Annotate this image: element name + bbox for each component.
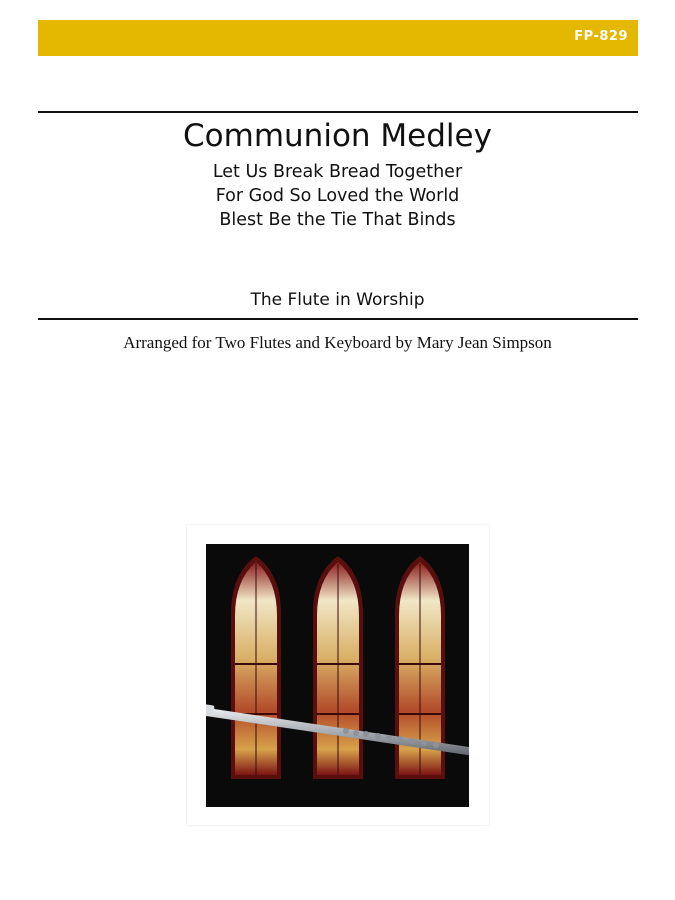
cover-art-image: [206, 544, 469, 807]
stained-glass-window-1: [231, 556, 281, 779]
top-divider: [38, 111, 638, 113]
catalog-code: FP-829: [574, 29, 628, 44]
stained-glass-window-2: [313, 556, 363, 779]
subtitle-2: For God So Loved the World: [215, 186, 460, 206]
header-banner: [38, 20, 638, 56]
page-title: Communion Medley: [183, 118, 492, 154]
arranger-line: Arranged for Two Flutes and Keyboard by Mary Jean Simpson: [123, 333, 552, 352]
subtitle-3: Blest Be the Tie That Binds: [219, 210, 456, 230]
subtitle-1: Let Us Break Bread Together: [212, 162, 463, 182]
series-title: The Flute in Worship: [250, 290, 425, 310]
bottom-divider: [38, 318, 638, 320]
